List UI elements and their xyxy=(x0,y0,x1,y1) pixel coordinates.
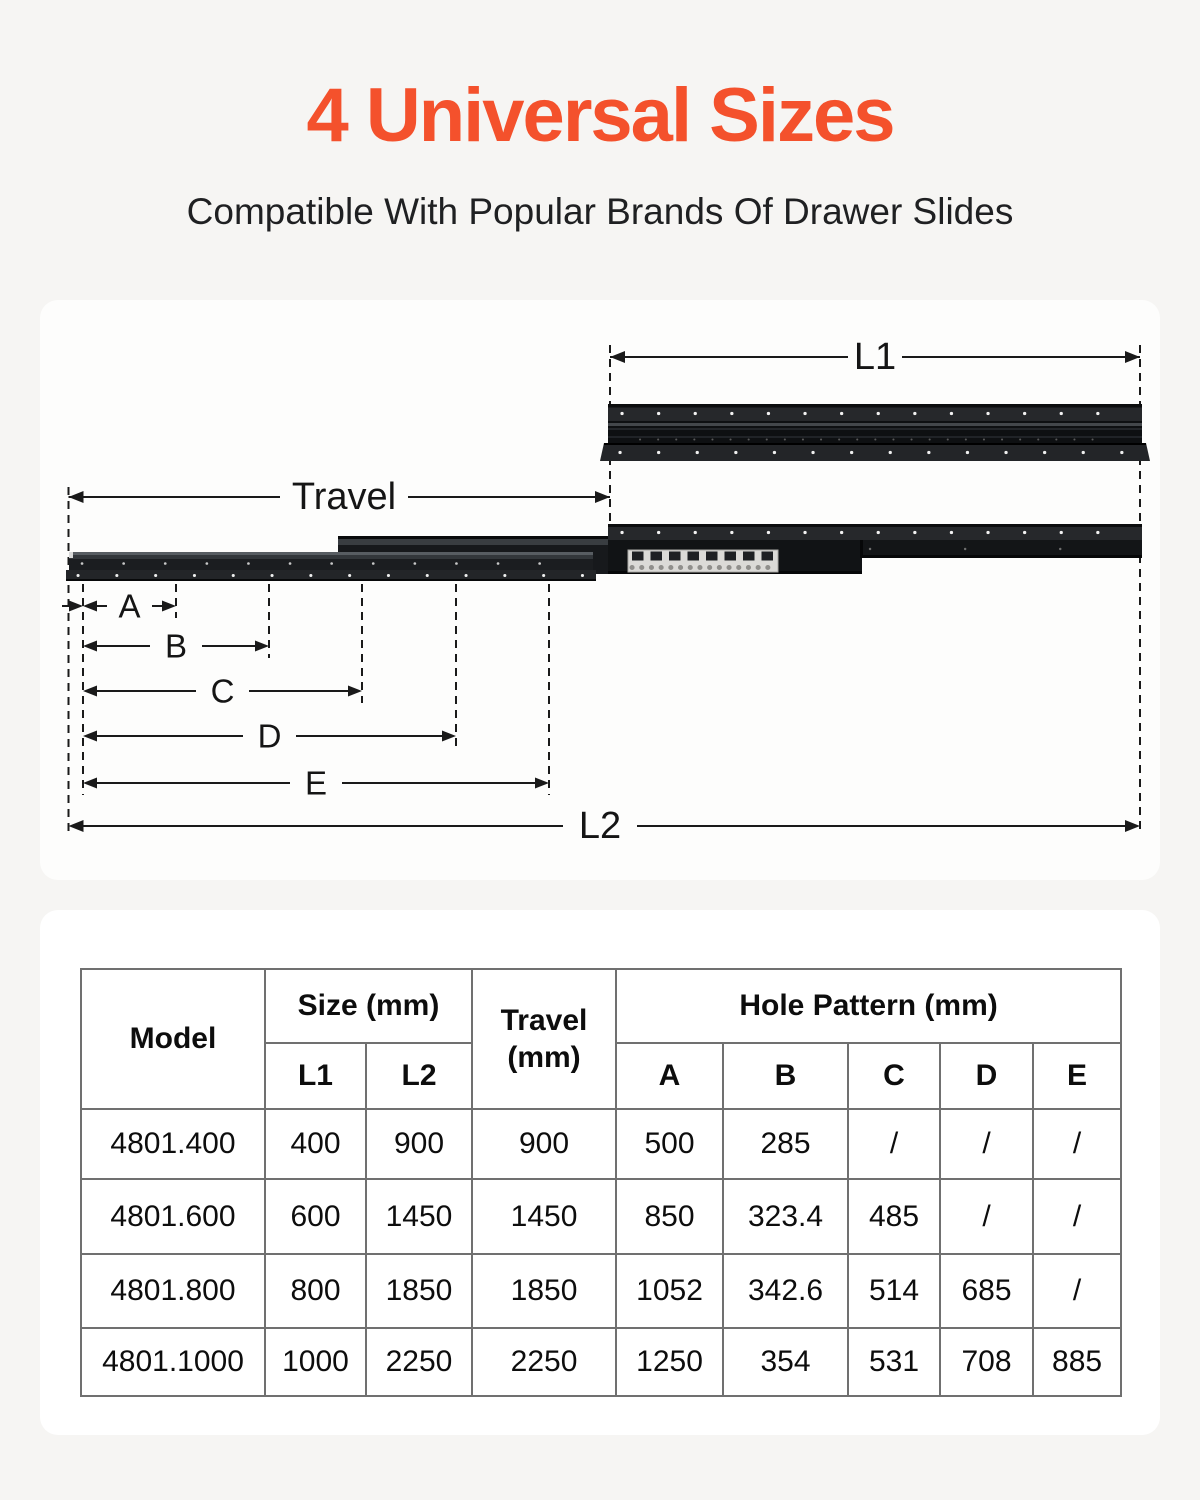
cell-l2: 1450 xyxy=(366,1179,472,1254)
table-row xyxy=(81,1109,1121,1179)
cell-c: 514 xyxy=(848,1254,940,1328)
hole-extension-lines xyxy=(83,584,549,795)
cell-d: / xyxy=(940,1179,1033,1254)
cell-c: 485 xyxy=(848,1179,940,1254)
cell-c: / xyxy=(848,1109,940,1179)
cell-d: 708 xyxy=(940,1328,1033,1396)
dim-label-l2: L2 xyxy=(578,805,622,847)
header-e: E xyxy=(1033,1043,1121,1109)
header-a: A xyxy=(616,1043,723,1109)
header-b: B xyxy=(723,1043,848,1109)
header-l1: L1 xyxy=(265,1043,366,1109)
header-c: C xyxy=(848,1043,940,1109)
cell-a: 1052 xyxy=(616,1254,723,1328)
spec-table-panel xyxy=(40,910,1160,1435)
page-subtitle: Compatible With Popular Brands Of Drawer Slides xyxy=(186,191,1014,232)
cell-l1: 600 xyxy=(265,1179,366,1254)
header-d: D xyxy=(940,1043,1033,1109)
header-travel xyxy=(472,969,616,1109)
drawer-slide-dimension-diagram xyxy=(40,300,1160,880)
cell-b: 354 xyxy=(723,1328,848,1396)
cell-l2: 2250 xyxy=(366,1328,472,1396)
cell-a: 1250 xyxy=(616,1328,723,1396)
cell-b: 342.6 xyxy=(723,1254,848,1328)
cell-a: 500 xyxy=(616,1109,723,1179)
spec-table xyxy=(80,968,1122,1397)
cell-travel: 2250 xyxy=(472,1328,616,1396)
dim-label-d: D xyxy=(257,717,282,755)
cell-e: 885 xyxy=(1033,1328,1121,1396)
dimension-l1 xyxy=(610,336,1140,378)
front-rail xyxy=(66,552,596,581)
header-l2: L2 xyxy=(366,1043,472,1109)
dimension-l2 xyxy=(69,805,1141,847)
cell-d: / xyxy=(940,1109,1033,1179)
header-size: Size (mm) xyxy=(265,969,472,1043)
header-travel-line2: (mm) xyxy=(507,1041,581,1074)
dim-label-c: C xyxy=(210,672,235,710)
page-title: 4 Universal Sizes xyxy=(306,73,894,158)
cell-model: 4801.800 xyxy=(81,1254,265,1328)
cell-e: / xyxy=(1033,1254,1121,1328)
table-row xyxy=(81,1254,1121,1328)
header-model: Model xyxy=(81,969,265,1109)
cell-e: / xyxy=(1033,1109,1121,1179)
closed-slide-illustration xyxy=(600,404,1150,461)
dimension-b xyxy=(83,628,269,665)
dim-label-b: B xyxy=(164,627,188,665)
table-row xyxy=(81,1328,1121,1396)
cell-b: 285 xyxy=(723,1109,848,1179)
dimension-e xyxy=(83,765,549,802)
extended-slide-illustration xyxy=(66,524,1142,581)
cell-a: 850 xyxy=(616,1179,723,1254)
dimension-c xyxy=(83,673,362,710)
dimension-d xyxy=(83,718,456,755)
cell-l1: 1000 xyxy=(265,1328,366,1396)
header-hole-pattern: Hole Pattern (mm) xyxy=(616,969,1121,1043)
cell-travel: 1850 xyxy=(472,1254,616,1328)
cell-l1: 400 xyxy=(265,1109,366,1179)
dim-label-a: A xyxy=(118,587,141,625)
ball-bearing-cage xyxy=(628,550,778,572)
dim-label-l1: L1 xyxy=(853,336,897,378)
cell-travel: 900 xyxy=(472,1109,616,1179)
cell-model: 4801.600 xyxy=(81,1179,265,1254)
header-travel-line1: Travel xyxy=(500,1003,588,1037)
cell-model: 4801.400 xyxy=(81,1109,265,1179)
dim-label-travel: Travel xyxy=(291,476,397,518)
dimension-travel xyxy=(69,476,611,518)
dim-label-e: E xyxy=(304,764,328,802)
rear-rail xyxy=(608,524,1142,574)
cell-l1: 800 xyxy=(265,1254,366,1328)
cell-d: 685 xyxy=(940,1254,1033,1328)
cell-travel: 1450 xyxy=(472,1179,616,1254)
cell-e: / xyxy=(1033,1179,1121,1254)
cell-l2: 900 xyxy=(366,1109,472,1179)
cell-l2: 1850 xyxy=(366,1254,472,1328)
cell-model: 4801.1000 xyxy=(81,1328,265,1396)
table-row xyxy=(81,1179,1121,1254)
diagram-panel xyxy=(40,300,1160,880)
dimension-a xyxy=(62,588,176,625)
cell-b: 323.4 xyxy=(723,1179,848,1254)
table-header-row-1 xyxy=(81,969,1121,1043)
cell-c: 531 xyxy=(848,1328,940,1396)
